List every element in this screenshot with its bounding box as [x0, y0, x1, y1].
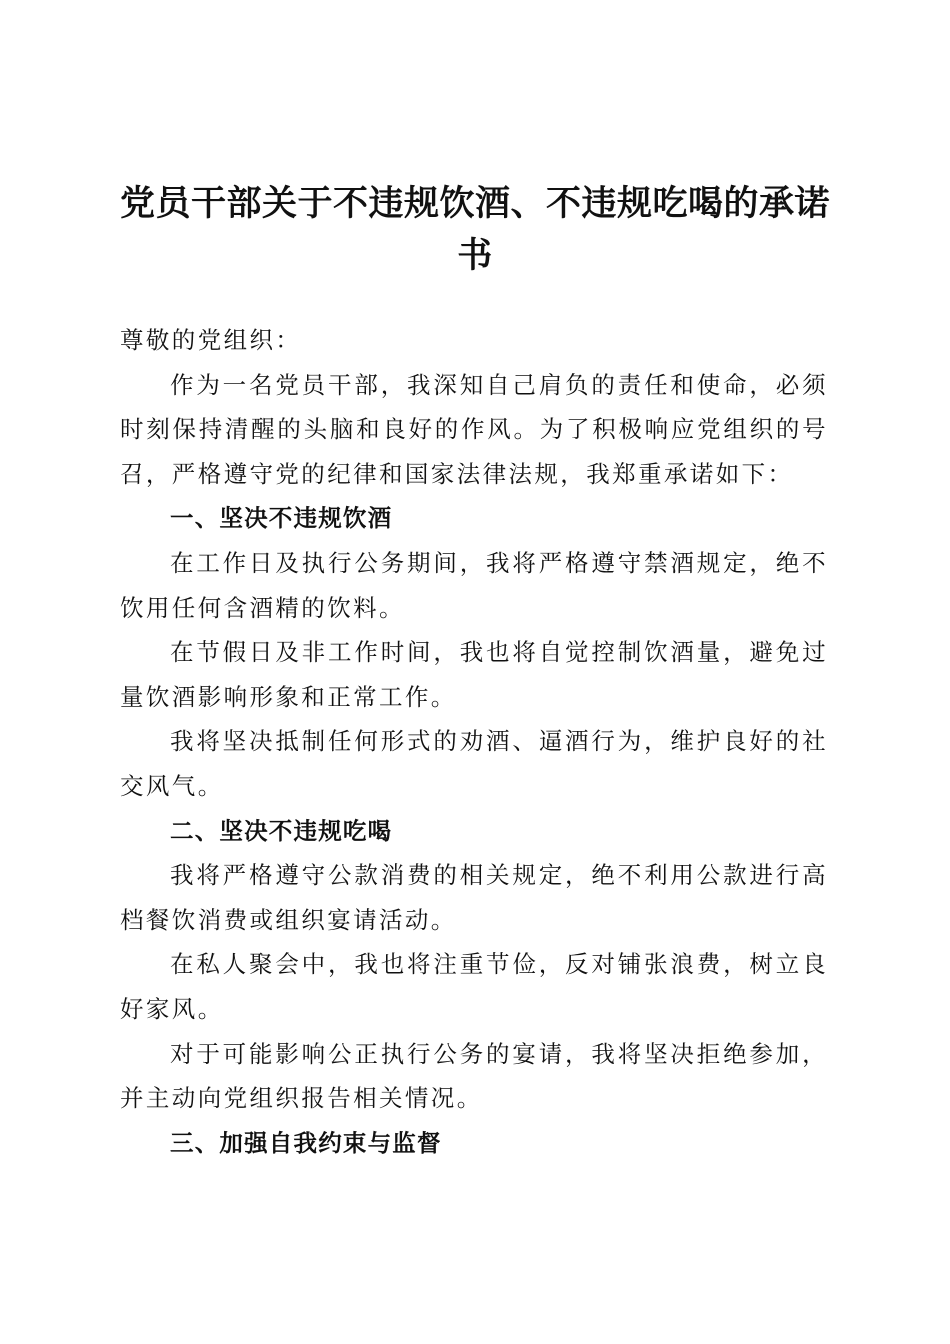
paragraph: 对于可能影响公正执行公务的宴请，我将坚决拒绝参加，并主动向党组织报告相关情况。 [120, 1039, 828, 1113]
paragraph: 在节假日及非工作时间，我也将自觉控制饮酒量，避免过量饮酒影响形象和正常工作。 [120, 638, 828, 711]
paragraph: 我将严格遵守公款消费的相关规定，绝不利用公款进行高档餐饮消费或组织宴请活动。 [120, 861, 828, 934]
section-heading: 三、加强自我约束与监督 [170, 1128, 442, 1157]
paragraph: 在私人聚会中，我也将注重节俭，反对铺张浪费，树立良好家风。 [120, 950, 828, 1023]
section-heading: 一、坚决不违规饮酒 [170, 504, 393, 533]
salutation: 尊敬的党组织： [120, 326, 302, 354]
paragraph: 在工作日及执行公务期间，我将严格遵守禁酒规定，绝不饮用任何含酒精的饮料。 [120, 548, 828, 622]
section-heading: 二、坚决不违规吃喝 [170, 816, 393, 845]
document-title: 党员干部关于不违规饮酒、不违规吃喝的承诺书 [119, 183, 830, 276]
intro-paragraph: 作为一名党员干部，我深知自己肩负的责任和使命，必须时刻保持清醒的头脑和良好的作风。为了积极响应党组织的号召，严格遵守党的纪律和国家法律法规，我郑重承诺如下： [120, 370, 828, 488]
paragraph: 我将坚决抵制任何形式的劝酒、逼酒行为，维护良好的社交风气。 [120, 727, 828, 800]
document-body [120, 318, 828, 1165]
